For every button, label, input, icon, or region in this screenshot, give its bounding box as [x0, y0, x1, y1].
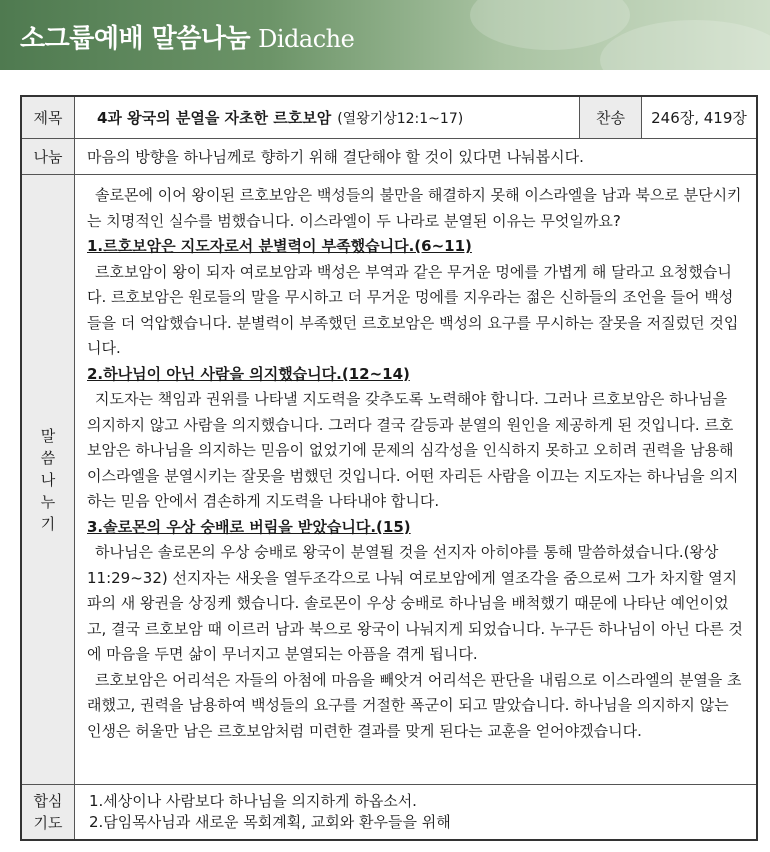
- intro-paragraph: 솔로몬에 이어 왕이된 르호보암은 백성들의 불만을 해결하지 못해 이스라엘을 남과 북으로 분단시키는 치명적인 실수를 범했습니다. 이스라엘이 두 나라로 분열된 이유는 무엇일까요?: [87, 186, 742, 230]
- banner-title-korean: 소그룹예배 말씀나눔: [20, 24, 251, 54]
- lesson-table: [20, 95, 758, 841]
- label-char: 누: [40, 492, 56, 511]
- section-heading: 3.솔로몬의 우상 숭배로 버림을 받았습니다.(15): [87, 517, 411, 536]
- section-paragraph: 르호보암이 왕이 되자 여로보암과 백성은 부역과 같은 무거운 멍에를 가볍게 해 달라고 요청했습니다. 르호보암은 원로들의 말을 무시하고 더 무거운 멍에를 지우라는 젊은 신하들의 조언을 들어 백성들을 더 억압했습니다. 분별력이 부족했던 르호보암은 백성의 요구를 무시하는 잘못을 저질렀던 것입니다.: [87, 262, 739, 357]
- lesson-title-text: 4과 왕국의 분열을 자초한 르호보암: [97, 109, 332, 127]
- label-char: 나: [40, 470, 56, 489]
- prayer-item: 1.세상이나 사람보다 하나님을 의지하게 하옵소서.: [89, 792, 417, 810]
- scripture-reference: (열왕기상12:1~17): [337, 110, 464, 127]
- title-label: 제목: [22, 97, 74, 138]
- label-char: 말: [40, 426, 56, 445]
- banner-title-latin: Didache: [258, 25, 355, 53]
- header-banner: [0, 0, 770, 70]
- section-paragraph: 르호보암은 어리석은 자들의 아첨에 마음을 빼앗겨 어리석은 판단을 내림으로 이스라엘의 분열을 초래했고, 권력을 남용하여 백성들의 요구를 거절한 폭군이 되고 말았습니다. 하나님을 의지하지 않는 인생은 허울만 남은 르호보암처럼 미련한 결과를 맞게 된다는 교훈을 얻어야겠습니다.: [87, 670, 742, 740]
- word-sharing-body: [74, 175, 756, 784]
- sharing-label: 나눔: [22, 139, 74, 174]
- section-paragraph: 하나님은 솔로몬의 우상 숭배로 왕국이 분열될 것을 선지자 아히야를 통해 말씀하셨습니다.(왕상11:29~32) 선지자는 새옷을 열두조각으로 나눠 여로보암에게 열조각을 줌으로써 그가 차지할 열지파의 새 왕권을 상징케 했습니다. 솔로몬이 우상 숭배로 하나님을 배척했기 때문에 나타난 예언이었고, 결국 르호보암 때 이르러 남과 북으로 왕국이 나눠지게 되었습니다. 누구든 하나님이 아닌 다른 것에 마음을 두면 삶이 무너지고 분열되는 아픔을 겪게 됩니다.: [87, 543, 743, 663]
- section-paragraph: 지도자는 책임과 권위를 나타낼 지도력을 갖추도록 노력해야 합니다. 그러나 르호보암은 하나님을 의지하지 않고 사람을 의지했습니다. 그러다 결국 갈등과 분열의 원인을 제공하게 된 것입니다. 르호보암은 하나님을 의지하는 믿음이 없었기에 문제의 심각성을 인식하지 못하고 오히려 권력을 남용해 이스라엘을 분열시키는 잘못을 범했던 것입니다. 어떤 자리든 사람을 이끄는 지도자는 하나님을 의지하는 믿음 안에서 겸손하게 지도력을 나타내야 합니다.: [87, 390, 739, 510]
- word-sharing-label: [22, 175, 74, 784]
- sharing-question: 마음의 방향을 하나님께로 향하기 위해 결단해야 할 것이 있다면 나눠봅시다.: [74, 139, 756, 174]
- section-heading: 1.르호보암은 지도자로서 분별력이 부족했습니다.(6~11): [87, 237, 472, 255]
- prayer-row: [22, 785, 756, 839]
- prayer-label: [22, 785, 74, 839]
- leaf-decoration: [600, 20, 770, 100]
- sharing-row: [22, 139, 756, 175]
- lesson-title: [74, 97, 579, 138]
- prayer-list: [74, 785, 756, 839]
- title-row: [22, 97, 756, 139]
- hymn-label: 찬송: [579, 97, 641, 138]
- prayer-item: 2.담임목사님과 새로운 목회계획, 교회와 환우들을 위해: [89, 813, 451, 831]
- section-heading: 2.하나님이 아닌 사람을 의지했습니다.(12~14): [87, 364, 410, 383]
- banner-title: [20, 18, 354, 55]
- hymn-value: 246장, 419장: [641, 97, 756, 138]
- prayer-label-line: 합심: [33, 792, 63, 810]
- leaf-decoration: [470, 0, 630, 50]
- word-sharing-row: [22, 175, 756, 785]
- label-char: 기: [40, 514, 56, 533]
- label-char: 씀: [40, 448, 56, 467]
- prayer-label-line: 기도: [33, 814, 63, 832]
